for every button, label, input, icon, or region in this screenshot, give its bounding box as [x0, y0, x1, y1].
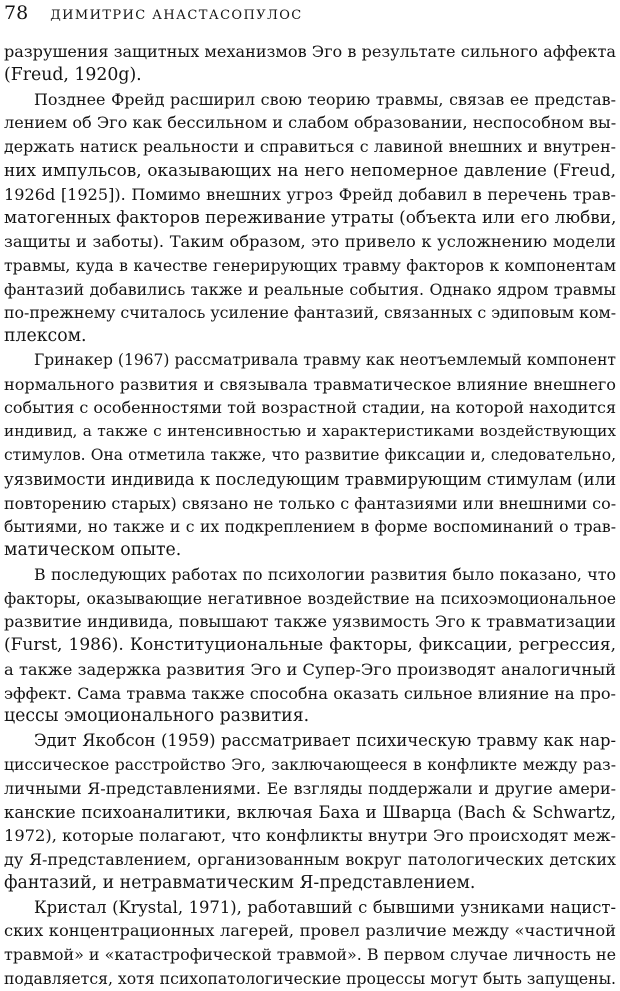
text-line: Кристал (Krystal, 1971), работавший с бывшими узниками нацист-: [34, 897, 616, 917]
text-line: матическом опыте.: [4, 540, 182, 561]
text-line: Эдит Якобсон (1959) рассматривает психическую травму как нар-: [34, 731, 616, 751]
text-line: канские психоаналитики, включая Баха и Шварца (Bach & Schwartz,: [4, 802, 616, 822]
text-line: 1926d [1925]). Помимо внешних угроз Фрейд добавил в перечень трав-: [4, 184, 616, 204]
text-line: а также задержка развития Эго и Супер-Эго производят аналогичный: [4, 659, 616, 679]
text-line: В последующих работах по психологии развития было показано, что: [34, 564, 616, 584]
text-line: (Freud, 1920g).: [4, 64, 142, 85]
text-line: травмой» и «катастрофической травмой». В первом случае личность не: [4, 945, 616, 965]
text-line: бытиями, но также и с их подкреплением в форме воспоминаний о трав-: [4, 517, 616, 537]
text-line: матогенных факторов переживание утраты (объекта или его любви,: [4, 207, 616, 228]
text-line: стимулов. Она отметила также, что развитие фиксации и, следовательно,: [4, 446, 616, 465]
text-line: нормального развития и связывала травматическое влияние внешнего: [4, 374, 616, 394]
text-line: личными Я-представлениями. Ее взгляды поддержали и другие амери-: [4, 778, 616, 798]
text-line: цессы эмоционального развития.: [4, 706, 310, 727]
text-line: подавляется, хотя психопатологические процессы могут быть запущены.: [4, 968, 616, 988]
text-line: фантазий добавились также и реальные события. Однако ядром травмы: [4, 279, 616, 299]
text-line: развитие индивида, повышают также уязвимость Эго к травматизации: [4, 612, 616, 632]
text-line: эффект. Сама травма также способна оказать сильное влияние на про-: [4, 683, 616, 703]
text-line: Позднее Фрейд расширил свою теорию травмы, связав ее представ-: [34, 89, 616, 109]
running-head: ДИМИТРИС АНАСТАСОПУЛОС: [50, 8, 303, 23]
text-line: индивид, а также с интенсивностью и характеристиками воздействующих: [4, 422, 616, 441]
text-line: защиты и заботы). Таким образом, это привело к усложнению модели: [4, 232, 616, 252]
page-number: 78: [4, 2, 29, 24]
text-line: уязвимости индивида к последующим травмирующим стимулам (или: [4, 469, 616, 489]
text-line: ских концентрационных лагерей, провел различие между «частичной: [4, 921, 616, 941]
text-line: факторы, оказывающие негативное воздействие на психоэмоциональное: [4, 588, 616, 608]
text-line: лением об Эго как бессильном и слабом образовании, неспособном вы-: [4, 113, 616, 133]
text-line: циссическое расстройство Эго, заключающееся в конфликте между раз-: [4, 754, 616, 774]
text-line: Гринакер (1967) рассматривала травму как неотъемлемый компонент: [34, 350, 616, 369]
text-line: травмы, куда в качестве генерирующих травму факторов к компонентам: [4, 255, 616, 275]
text-line: фантазий, и нетравматическим Я-представлением.: [4, 872, 476, 893]
text-line: держать натиск реальности и справиться с лавиной внешних и внутрен-: [4, 137, 616, 157]
text-line: (Furst, 1986). Конституциональные факторы, фиксации, регрессия,: [4, 635, 616, 656]
text-line: ду Я-представлением, организованным вокруг патологических детских: [4, 850, 616, 870]
text-line: плексом.: [4, 326, 87, 347]
text-line: события с особенностями той возрастной стадии, на которой находится: [4, 398, 616, 418]
text-line: них импульсов, оказывающих на него непомерное давление (Freud,: [4, 159, 616, 180]
text-line: разрушения защитных механизмов Эго в результате сильного аффекта: [4, 42, 616, 61]
body-text: [4, 40, 616, 991]
text-line: повторению старых) связано не только с фантазиями или внешними со-: [4, 493, 616, 513]
page-header: [4, 2, 303, 26]
text-line: 1972), которые полагают, что конфликты внутри Эго происходят меж-: [4, 826, 616, 846]
text-line: по-прежнему считалось усиление фантазий, связанных с эдиповым ком-: [4, 303, 616, 323]
